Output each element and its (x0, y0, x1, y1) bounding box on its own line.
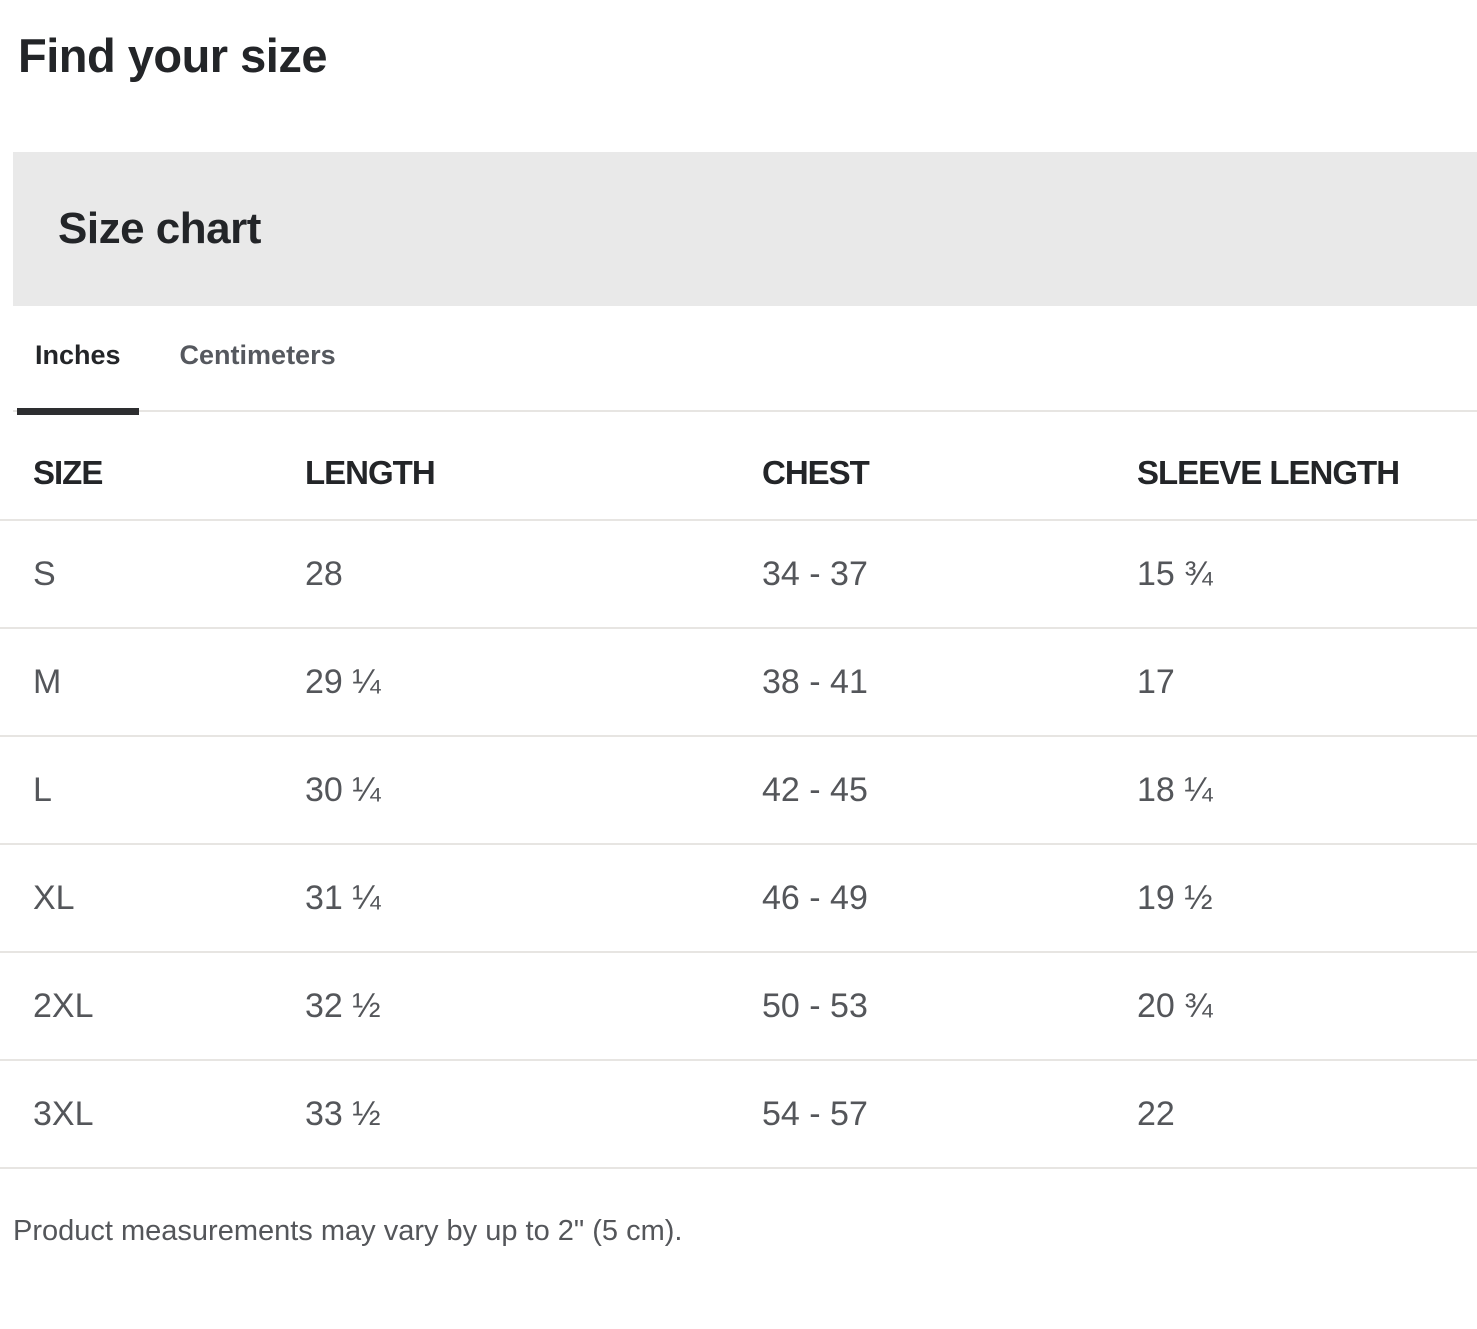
cell-chest: 54 - 57 (762, 1060, 1137, 1168)
size-chart-heading: Size chart (58, 204, 261, 253)
cell-sleeve_length: 18 ¼ (1137, 736, 1477, 844)
table-row (0, 952, 1477, 1060)
measurement-disclaimer: Product measurements may vary by up to 2" (5 cm). (13, 1215, 683, 1247)
cell-size: XL (0, 844, 305, 952)
table-row (0, 520, 1477, 628)
cell-sleeve_length: 17 (1137, 628, 1477, 736)
tab-centimeters[interactable]: Centimeters (162, 327, 354, 410)
column-header-length: LENGTH (305, 412, 762, 520)
page-title: Find your size (18, 29, 327, 82)
table-row (0, 628, 1477, 736)
cell-size: 2XL (0, 952, 305, 1060)
cell-length: 28 (305, 520, 762, 628)
header-row (0, 412, 1477, 520)
cell-sleeve_length: 20 ¾ (1137, 952, 1477, 1060)
table-row (0, 1060, 1477, 1168)
cell-length: 30 ¼ (305, 736, 762, 844)
cell-length: 31 ¼ (305, 844, 762, 952)
cell-length: 32 ½ (305, 952, 762, 1060)
cell-chest: 42 - 45 (762, 736, 1137, 844)
size-chart-banner (13, 152, 1477, 306)
cell-sleeve_length: 19 ½ (1137, 844, 1477, 952)
cell-chest: 34 - 37 (762, 520, 1137, 628)
cell-chest: 38 - 41 (762, 628, 1137, 736)
cell-size: L (0, 736, 305, 844)
cell-chest: 46 - 49 (762, 844, 1137, 952)
cell-length: 33 ½ (305, 1060, 762, 1168)
size-table (0, 412, 1477, 1169)
cell-size: 3XL (0, 1060, 305, 1168)
unit-tabs (13, 327, 1477, 412)
tab-inches[interactable]: Inches (17, 327, 139, 410)
cell-size: S (0, 520, 305, 628)
cell-sleeve_length: 15 ¾ (1137, 520, 1477, 628)
size-table-header (0, 412, 1477, 520)
table-row (0, 736, 1477, 844)
table-row (0, 844, 1477, 952)
column-header-size: SIZE (0, 412, 305, 520)
cell-size: M (0, 628, 305, 736)
cell-chest: 50 - 53 (762, 952, 1137, 1060)
column-header-sleeve-length: SLEEVE LENGTH (1137, 412, 1477, 520)
cell-length: 29 ¼ (305, 628, 762, 736)
size-table-body (0, 520, 1477, 1168)
cell-sleeve_length: 22 (1137, 1060, 1477, 1168)
column-header-chest: CHEST (762, 412, 1137, 520)
